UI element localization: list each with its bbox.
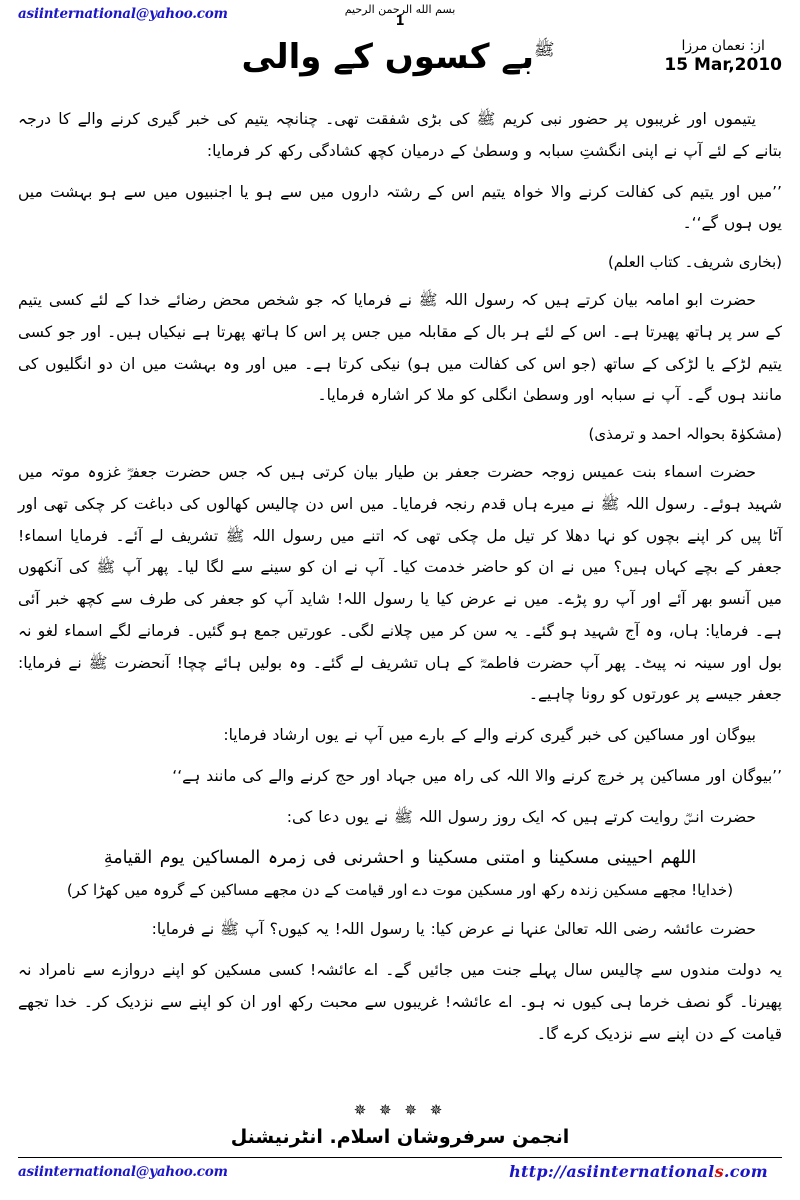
footer-url-suffix: .com [723, 1162, 768, 1181]
organization-name: انجمن سرفروشان اسلام. انٹرنیشنل [230, 1126, 570, 1148]
publication-date: 15 Mar,2010 [664, 55, 782, 76]
paragraph-final-reply: یہ دولت مندوں سے چالیس سال پہلے جنت میں جائیں گے۔ اے عائشہ! کسی مسکین کو اپنے دروازے سے نامراد نہ پھیرنا۔ گو نصف خرما ہی کیوں نہ ہو۔ اے عائشہ! غریبوں سے محبت رکھ اور ان کو اپنے سے نزدیک کر۔ خدا تجھے قیامت کے دن اپنے سے نزدیک کرے گا۔ [18, 961, 782, 1043]
header-email-link[interactable]: asiinternational@yahoo.com [18, 6, 228, 22]
quotation-spending-on-poor: ’’بیوگان اور مساکین پر خرچ کرنے والا اللہ کی راہ میں جہاد اور حج کرنے والے کی مانند ہے‘‘ [172, 767, 782, 786]
page-title-text: بے کسوں کے والی [241, 37, 534, 77]
paragraph-widows-and-poor: بیوگان اور مساکین کی خبر گیری کرنے والے کے بارے میں آپ نے یوں ارشاد فرمایا: [223, 726, 756, 745]
citation-mishkat: (مشکوٰۃ بحوالہ احمد و ترمذی) [588, 425, 782, 444]
footer-website-link[interactable] [509, 1162, 768, 1181]
dua-translation: (خدایا! مجھے مسکین زندہ رکھ اور مسکین موت دے اور قیامت کے دن مجھے مساکین کے گروہ میں کھڑا کر) [66, 881, 734, 900]
page-header [18, 4, 782, 34]
page-title [18, 36, 782, 77]
arabic-dua-text: اللهم احيينى مسكينا و امتنى مسكينا و احشرنى فى زمرہ المساكين يوم القيامةِ [103, 847, 697, 868]
footer-url-prefix: http://asiinternational [509, 1162, 715, 1181]
author-label: از: نعمان مرزا [681, 38, 765, 54]
page-number: 1 [395, 13, 405, 29]
bismillah-block [18, 4, 782, 29]
title-row [18, 34, 782, 96]
footer-email-link[interactable]: asiinternational@yahoo.com [18, 1164, 228, 1180]
paragraph-anas-narration: حضرت انسؓ روایت کرتے ہیں کہ ایک روز رسول اللہ ﷺ نے یوں دعا کی: [286, 807, 756, 826]
paragraph-abu-umamah: حضرت ابو امامہ بیان کرتے ہیں کہ رسول اللہ ﷺ نے فرمایا کہ جو شخص محض رضائے خدا کے لئے کسی یتیم کے سر پر ہاتھ پھیرتا ہے۔ اس کے لئے ہر بال کے مقابلہ میں جس پر اس کا ہاتھ پھرتا ہے نیکیاں ہیں۔ اور جو کسی یتیم لڑکے یا لڑکی کے ساتھ (جو اس کی کفالت میں ہو) نیکی کرتا ہے۔ میں اور وہ بہشت میں ان دو انگلیوں کی مانند ہوں گے۔ آپ نے سبابہ اور وسطیٰ انگلی کو ملا کر اشارہ فرمایا۔ [18, 291, 782, 405]
page-footer [18, 1103, 782, 1186]
quotation-bukhari: ’’میں اور یتیم کی کفالت کرنے والا خواہ یتیم اس کے رشتہ داروں میں سے ہو یا اجنبیوں میں سے ہو بہشت میں یوں ہوں گے‘‘۔ [18, 182, 782, 233]
paragraph-asma-bint-umais: حضرت اسماء بنت عمیس زوجہ حضرت جعفر بن طیار بیان کرتی ہیں کہ جس حضرت جعفرؓ غزوہ موتہ میں شہید ہوئے۔ رسول اللہ ﷺ نے میرے ہاں قدم رنجہ فرمایا۔ میں اس دن چالیس کھالوں کی دباغت کر چکی تھی اور آٹا پیں کر اپنے بچوں کو نہا دھلا کر تیل مل چکی تھی کہ اتنے میں رسول اللہ ﷺ تشریف لے آئے۔ فرمایا اسماء! جعفر کے بچے کہاں ہیں؟ میں نے ان کو حاضر خدمت کیا۔ آپ نے ان کو سینے سے لگا لیا۔ پھر آپ ﷺ کی آنکھوں میں آنسو بھر آئے اور آپ رو پڑے۔ میں نے عرض کیا یا رسول اللہ! شاید آپ کو جعفر کی طرف سے کچھ خبر آئی ہے۔ فرمایا: ہاں، وہ آج شہید ہو گئے۔ یہ سن کر میں چلانے لگی۔ عورتیں جمع ہو گئیں۔ فرمانے لگے اسماء لغو نہ بول اور سینہ نہ پیٹ۔ پھر آپ حضرت فاطمہؓ کے ہاں تشریف لے گئے۔ وہ بولیں ہائے چچا! آنحضرت ﷺ نے فرمایا: جعفر جیسے پر عورتوں کو رونا چاہیے۔ [18, 463, 782, 704]
salawat-honorific-icon: ﷺ [534, 40, 555, 60]
paragraph-intro: یتیموں اور غریبوں پر حضور نبی کریم ﷺ کی بڑی شفقت تھی۔ چنانچہ یتیم کی خبر گیری کرنے والے کا درجہ بتانے کے لئے آپ نے اپنی انگشتِ سبابہ و وسطیٰ کے درمیان کچھ کشادگی رکھ کر فرمایا: [18, 110, 782, 160]
bismillah-text: بسم الله الرحمن الرحيم [344, 3, 456, 16]
footer-links [18, 1164, 782, 1186]
paragraph-aisha-question: حضرت عائشہ رضی اللہ تعالیٰ عنہا نے عرض کیا: یا رسول اللہ! یہ کیوں؟ آپ ﷺ نے فرمایا: [151, 920, 756, 939]
footer-divider [18, 1157, 782, 1158]
article-body [18, 104, 782, 1050]
ornament-divider-icon: ✵ ✵ ✵ ✵ [353, 1101, 447, 1119]
footer-url-highlight: s [714, 1162, 724, 1181]
citation-bukhari: (بخاری شریف۔ کتاب العلم) [607, 253, 782, 272]
